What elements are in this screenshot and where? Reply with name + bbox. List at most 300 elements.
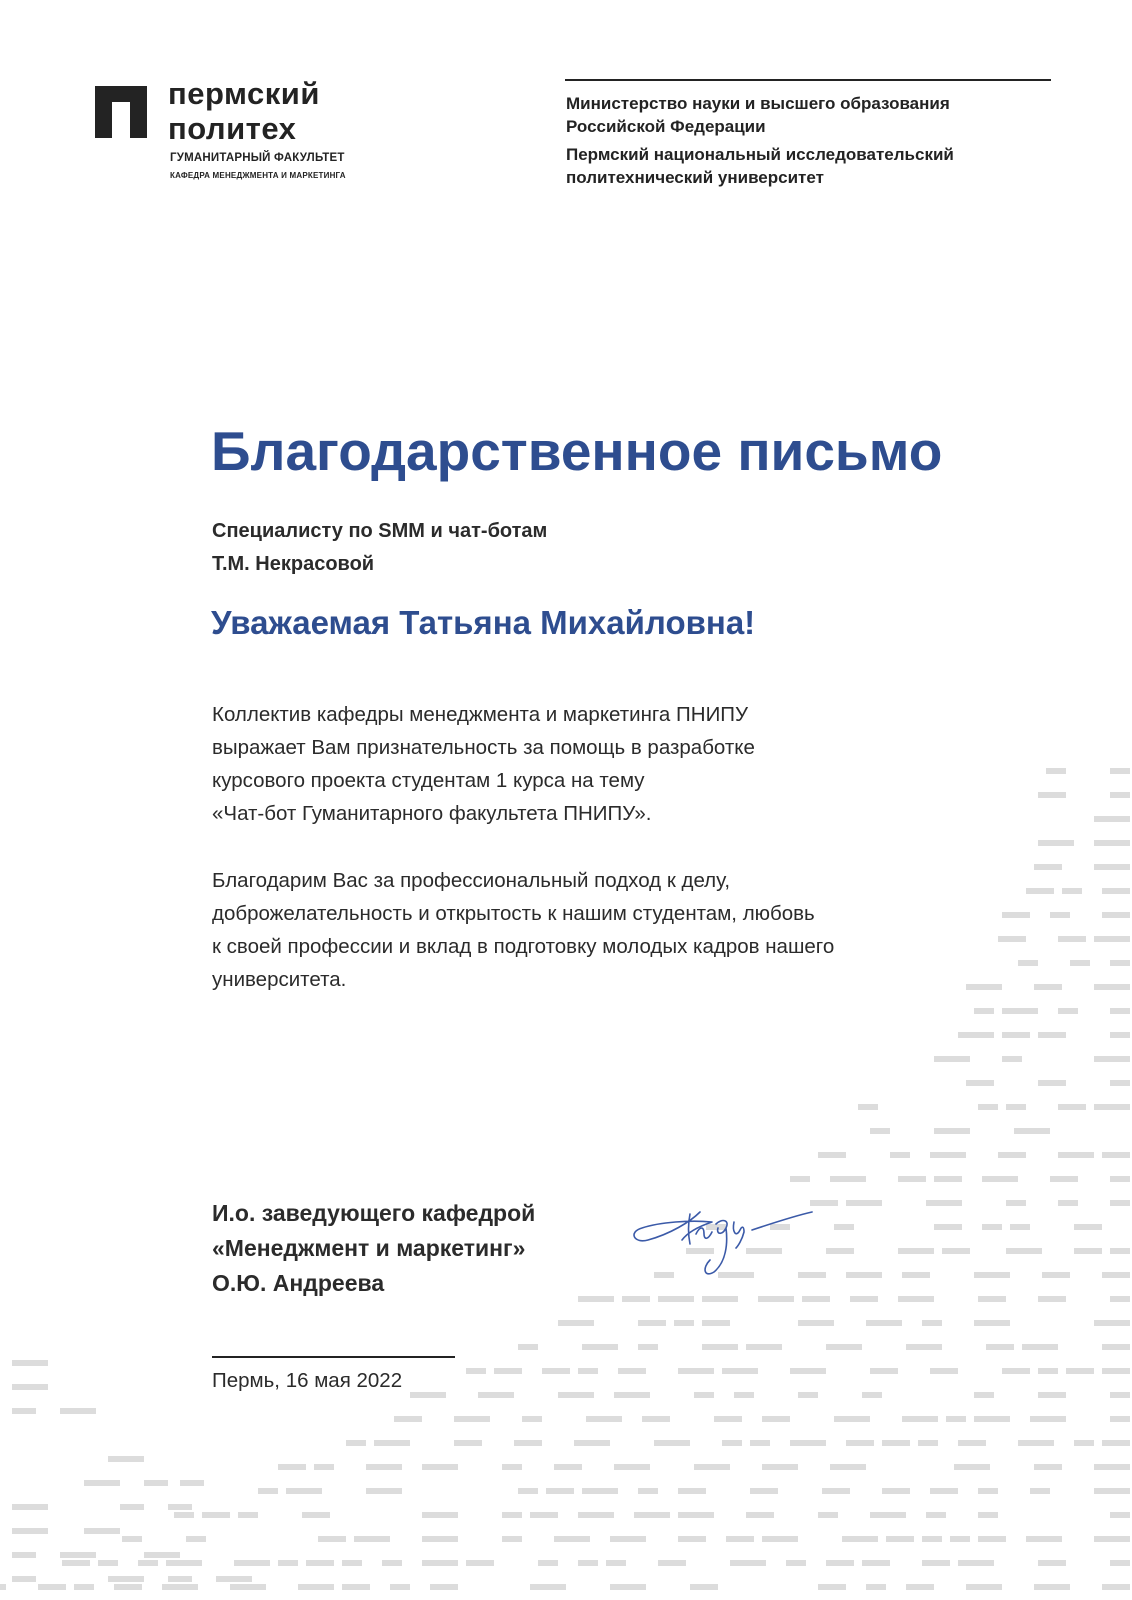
pattern-dash (966, 1584, 1002, 1590)
pattern-dash (614, 1392, 650, 1398)
pattern-dash (746, 1344, 782, 1350)
pattern-dash (798, 1320, 834, 1326)
pattern-dash (1018, 1440, 1054, 1446)
pattern-dash (790, 1440, 826, 1446)
pattern-dash (862, 1392, 882, 1398)
pattern-dash (430, 1584, 458, 1590)
pattern-dash (714, 1416, 742, 1422)
pattern-dash (694, 1464, 730, 1470)
pattern-dash (1030, 1488, 1050, 1494)
paragraph-2 (212, 864, 972, 996)
pattern-dash (1062, 888, 1082, 894)
pattern-dash (722, 1368, 758, 1374)
pattern-dash (862, 1560, 890, 1566)
pattern-dash (998, 936, 1026, 942)
pattern-dash (890, 1152, 910, 1158)
pattern-dash (934, 1176, 962, 1182)
ministry-line2: Российской Федерации (566, 117, 766, 136)
pattern-dash (958, 1440, 986, 1446)
pattern-dash (530, 1584, 566, 1590)
pattern-dash (790, 1368, 826, 1374)
pattern-dash (762, 1416, 790, 1422)
pattern-dash (168, 1504, 192, 1510)
pattern-dash (834, 1416, 870, 1422)
pattern-dash (1094, 1464, 1130, 1470)
pattern-dash (422, 1560, 458, 1566)
pattern-dash (1002, 1368, 1030, 1374)
pattern-dash (1094, 816, 1130, 822)
pattern-dash (898, 1248, 934, 1254)
pattern-dash (1038, 1560, 1066, 1566)
pattern-dash (422, 1536, 458, 1542)
pattern-dash (1038, 792, 1066, 798)
pattern-dash (306, 1560, 334, 1566)
pattern-dash (826, 1560, 854, 1566)
pattern-dash (286, 1488, 322, 1494)
pattern-dash (554, 1464, 582, 1470)
pattern-dash (1038, 1032, 1066, 1038)
pattern-dash (606, 1560, 626, 1566)
pattern-dash (12, 1384, 48, 1390)
pattern-dash (1074, 1248, 1102, 1254)
pattern-dash (366, 1488, 402, 1494)
pattern-dash (494, 1368, 522, 1374)
pattern-dash (690, 1584, 718, 1590)
pattern-dash (1034, 1464, 1062, 1470)
pattern-dash (168, 1576, 192, 1582)
paragraph-line: курсового проекта студентам 1 курса на тему (212, 769, 645, 792)
pattern-dash (1038, 1368, 1058, 1374)
pattern-dash (298, 1584, 334, 1590)
pattern-dash (978, 1104, 998, 1110)
pattern-dash (898, 1296, 934, 1302)
pattern-dash (1110, 1008, 1130, 1014)
pattern-dash (1034, 864, 1062, 870)
pattern-dash (342, 1584, 370, 1590)
pattern-dash (12, 1504, 48, 1510)
university-line2: политехнический университет (566, 168, 824, 187)
pattern-dash (818, 1512, 838, 1518)
pattern-dash (12, 1576, 36, 1582)
pattern-dash (1110, 768, 1130, 774)
pattern-dash (454, 1440, 482, 1446)
pattern-dash (530, 1512, 558, 1518)
pattern-dash (930, 1368, 958, 1374)
pattern-dash (1094, 1536, 1130, 1542)
pattern-dash (1038, 840, 1074, 846)
pattern-dash (1038, 1392, 1066, 1398)
logo-faculty: ГУМАНИТАРНЫЙ ФАКУЛЬТЕТ (170, 152, 345, 164)
logo-mark (95, 86, 147, 138)
pattern-dash (558, 1320, 594, 1326)
pattern-dash (882, 1440, 910, 1446)
pattern-dash (922, 1560, 950, 1566)
pattern-dash (346, 1440, 366, 1446)
pattern-dash (234, 1560, 270, 1566)
pattern-dash (1110, 1392, 1130, 1398)
pattern-dash (678, 1488, 706, 1494)
pattern-dash (922, 1536, 942, 1542)
pattern-dash (1110, 1296, 1130, 1302)
pattern-dash (502, 1536, 522, 1542)
pattern-dash (1046, 768, 1066, 774)
pattern-dash (1050, 1176, 1078, 1182)
pattern-dash (950, 1536, 970, 1542)
salutation: Уважаемая Татьяна Михайловна! (211, 604, 756, 641)
pattern-dash (958, 1032, 994, 1038)
pattern-dash (586, 1416, 622, 1422)
pattern-dash (342, 1560, 362, 1566)
pattern-dash (174, 1512, 194, 1518)
pattern-dash (390, 1584, 410, 1590)
pattern-dash (934, 1056, 970, 1062)
pattern-dash (930, 1488, 958, 1494)
pattern-dash (546, 1488, 574, 1494)
pattern-dash (578, 1296, 614, 1302)
pattern-dash (1018, 960, 1038, 966)
pattern-dash (120, 1504, 144, 1510)
pattern-dash (1094, 864, 1130, 870)
pattern-dash (1006, 1200, 1026, 1206)
pattern-dash (1110, 960, 1130, 966)
pattern-dash (730, 1560, 766, 1566)
pattern-dash (502, 1512, 522, 1518)
pattern-dash (850, 1296, 878, 1302)
pattern-dash (1066, 1368, 1094, 1374)
pattern-dash (542, 1368, 570, 1374)
pattern-dash (870, 1128, 890, 1134)
paragraph-line: Благодарим Вас за профессиональный подход к делу, (212, 869, 731, 892)
pattern-dash (114, 1584, 142, 1590)
pattern-dash (926, 1512, 946, 1518)
pattern-dash (638, 1488, 658, 1494)
pattern-dash (1058, 1152, 1094, 1158)
pattern-dash (974, 1008, 994, 1014)
pattern-dash (762, 1464, 798, 1470)
recipient-name: Т.М. Некрасовой (212, 553, 375, 575)
pattern-dash (726, 1536, 754, 1542)
pattern-dash (518, 1344, 538, 1350)
pattern-dash (1094, 936, 1130, 942)
pattern-dash (1074, 1224, 1102, 1230)
ministry-name (566, 92, 1036, 138)
pattern-dash (946, 1416, 966, 1422)
pattern-dash (882, 1488, 910, 1494)
pattern-dash (558, 1392, 594, 1398)
pattern-dash (746, 1512, 774, 1518)
pattern-dash (982, 1176, 1018, 1182)
pattern-dash (162, 1584, 198, 1590)
pattern-dash (1002, 912, 1030, 918)
pattern-dash (902, 1416, 938, 1422)
pattern-dash (202, 1512, 230, 1518)
pattern-dash (906, 1584, 934, 1590)
pattern-dash (1002, 1008, 1038, 1014)
pattern-dash (678, 1368, 714, 1374)
pattern-dash (258, 1488, 278, 1494)
paragraph-line: выражает Вам признательность за помощь в разработке (212, 736, 755, 759)
pattern-dash (786, 1560, 806, 1566)
pattern-dash (238, 1512, 258, 1518)
pattern-dash (966, 1080, 994, 1086)
pattern-dash (1038, 1296, 1066, 1302)
pattern-dash (638, 1344, 658, 1350)
pattern-dash (108, 1456, 144, 1462)
recipient (212, 515, 547, 581)
pattern-dash (318, 1536, 346, 1542)
pattern-dash (84, 1528, 120, 1534)
pattern-dash (974, 1320, 1010, 1326)
pattern-dash (0, 1584, 6, 1590)
pattern-dash (1058, 936, 1086, 942)
pattern-dash (898, 1176, 926, 1182)
pattern-dash (978, 1512, 998, 1518)
pattern-dash (1038, 1080, 1066, 1086)
pattern-dash (1110, 1248, 1130, 1254)
pattern-dash (986, 1344, 1014, 1350)
pattern-dash (1110, 1512, 1130, 1518)
pattern-dash (762, 1536, 798, 1542)
pattern-dash (674, 1320, 694, 1326)
pattern-dash (1026, 1536, 1062, 1542)
pattern-dash (974, 1272, 1010, 1278)
pattern-dash (1042, 1272, 1070, 1278)
pattern-dash (578, 1512, 614, 1518)
pattern-dash (62, 1560, 90, 1566)
signer-position-line2: «Менеджмент и маркетинг» (212, 1235, 526, 1261)
pattern-dash (842, 1536, 878, 1542)
pattern-dash (722, 1440, 742, 1446)
pattern-dash (138, 1560, 158, 1566)
pattern-dash (678, 1512, 714, 1518)
pattern-dash (926, 1200, 962, 1206)
place-and-date: Пермь, 16 мая 2022 (212, 1369, 403, 1392)
pattern-dash (886, 1536, 914, 1542)
header-divider (565, 79, 1051, 81)
pattern-dash (610, 1536, 646, 1542)
pattern-dash (1074, 1440, 1094, 1446)
paragraph-1 (212, 698, 972, 830)
pattern-dash (654, 1440, 690, 1446)
pattern-dash (870, 1368, 898, 1374)
pattern-dash (618, 1368, 646, 1374)
pattern-dash (216, 1576, 252, 1582)
pattern-dash (1102, 1440, 1130, 1446)
pattern-dash (1010, 1224, 1030, 1230)
paragraph-line: университета. (212, 968, 347, 991)
pattern-dash (466, 1560, 494, 1566)
pattern-dash (1030, 1416, 1066, 1422)
pattern-dash (1002, 1056, 1022, 1062)
pattern-dash (314, 1464, 334, 1470)
pattern-dash (702, 1344, 738, 1350)
pattern-dash (522, 1416, 542, 1422)
signer-position-line1: И.о. заведующего кафедрой (212, 1200, 536, 1226)
pattern-dash (846, 1440, 874, 1446)
signer-name: О.Ю. Андреева (212, 1270, 385, 1296)
pattern-dash (422, 1512, 458, 1518)
pattern-dash (974, 1392, 994, 1398)
pattern-dash (1102, 1152, 1130, 1158)
pattern-dash (1026, 888, 1054, 894)
pattern-dash (982, 1224, 1002, 1230)
pattern-dash (858, 1104, 878, 1110)
pattern-dash (1110, 1032, 1130, 1038)
pattern-dash (1022, 1344, 1058, 1350)
pattern-dash (902, 1272, 930, 1278)
logo-department: КАФЕДРА МЕНЕДЖМЕНТА И МАРКЕТИНГА (170, 171, 346, 180)
pattern-dash (1002, 1032, 1030, 1038)
pattern-dash (750, 1488, 778, 1494)
pattern-dash (12, 1552, 36, 1558)
pattern-dash (942, 1248, 970, 1254)
pattern-dash (1110, 1080, 1130, 1086)
pattern-dash (866, 1320, 902, 1326)
pattern-dash (678, 1536, 706, 1542)
pattern-dash (578, 1560, 598, 1566)
pattern-dash (610, 1584, 646, 1590)
paragraph-line: доброжелательность и открытость к нашим студентам, любовь (212, 902, 815, 925)
pattern-dash (1110, 1416, 1130, 1422)
pattern-dash (1110, 1200, 1130, 1206)
university-name (566, 143, 1036, 189)
pattern-dash (366, 1464, 402, 1470)
pattern-dash (554, 1536, 590, 1542)
pattern-dash (230, 1584, 266, 1590)
pattern-dash (1014, 1128, 1050, 1134)
pattern-dash (1094, 1056, 1130, 1062)
pattern-dash (12, 1528, 48, 1534)
pattern-dash (60, 1552, 96, 1558)
pattern-dash (934, 1224, 962, 1230)
pattern-dash (278, 1560, 298, 1566)
pattern-dash (826, 1344, 862, 1350)
pattern-dash (410, 1392, 446, 1398)
pattern-dash (1102, 1272, 1130, 1278)
pattern-dash (830, 1176, 866, 1182)
recipient-position: Специалисту по SMM и чат-ботам (212, 520, 548, 542)
pattern-dash (790, 1176, 810, 1182)
pattern-dash (1102, 1584, 1130, 1590)
pattern-dash (638, 1320, 666, 1326)
pattern-dash (1094, 1488, 1130, 1494)
pattern-dash (144, 1552, 180, 1558)
pattern-dash (750, 1440, 770, 1446)
pattern-dash (1050, 912, 1070, 918)
pattern-dash (846, 1272, 882, 1278)
pattern-dash (866, 1584, 886, 1590)
pattern-dash (466, 1368, 486, 1374)
pattern-dash (186, 1536, 206, 1542)
pattern-dash (918, 1440, 938, 1446)
pattern-dash (1094, 840, 1130, 846)
pattern-dash (1058, 1200, 1078, 1206)
pattern-dash (830, 1464, 866, 1470)
pattern-dash (38, 1584, 66, 1590)
pattern-dash (634, 1512, 670, 1518)
pattern-dash (1006, 1104, 1026, 1110)
pattern-dash (1034, 1584, 1070, 1590)
pattern-dash (1102, 912, 1130, 918)
pattern-dash (1094, 1320, 1130, 1326)
pattern-dash (694, 1392, 714, 1398)
pattern-dash (478, 1392, 514, 1398)
footer-divider (212, 1356, 455, 1358)
pattern-dash (578, 1368, 598, 1374)
pattern-dash (930, 1152, 966, 1158)
handwritten-signature (630, 1200, 840, 1300)
pattern-dash (354, 1536, 390, 1542)
pattern-dash (180, 1480, 204, 1486)
pattern-dash (1094, 984, 1130, 990)
pattern-dash (822, 1488, 850, 1494)
pattern-dash (514, 1440, 542, 1446)
pattern-dash (1102, 1344, 1130, 1350)
pattern-dash (922, 1320, 942, 1326)
pattern-dash (1094, 1104, 1130, 1110)
pattern-dash (582, 1344, 618, 1350)
pattern-dash (978, 1296, 1006, 1302)
pattern-dash (582, 1488, 618, 1494)
pattern-dash (1034, 984, 1062, 990)
pattern-dash (998, 1152, 1026, 1158)
pattern-dash (84, 1480, 120, 1486)
logo-wordmark (168, 76, 320, 146)
pattern-dash (1110, 1560, 1130, 1566)
logo-name-line1: пермский (168, 76, 320, 111)
pattern-dash (374, 1440, 410, 1446)
pattern-dash (1110, 792, 1130, 798)
pattern-dash (734, 1392, 754, 1398)
pattern-dash (144, 1480, 168, 1486)
pattern-dash (1006, 1248, 1042, 1254)
pattern-dash (394, 1416, 422, 1422)
pattern-dash (122, 1536, 142, 1542)
pattern-dash (642, 1416, 670, 1422)
pattern-dash (60, 1408, 96, 1414)
pattern-dash (502, 1464, 522, 1470)
pattern-dash (1058, 1104, 1086, 1110)
pattern-dash (538, 1560, 558, 1566)
pattern-dash (978, 1536, 1006, 1542)
letter-title: Благодарственное письмо (211, 420, 943, 482)
ministry-line1: Министерство науки и высшего образования (566, 94, 950, 113)
pattern-dash (934, 1128, 970, 1134)
pattern-dash (12, 1408, 36, 1414)
pattern-dash (278, 1464, 306, 1470)
pattern-dash (1070, 960, 1090, 966)
pattern-dash (954, 1464, 990, 1470)
pattern-dash (658, 1560, 686, 1566)
pattern-dash (1110, 1176, 1130, 1182)
pattern-dash (166, 1560, 202, 1566)
pattern-dash (798, 1392, 818, 1398)
pattern-dash (1102, 1368, 1130, 1374)
pattern-dash (1102, 888, 1130, 894)
pattern-dash (818, 1584, 846, 1590)
signer-block (212, 1196, 535, 1301)
pattern-dash (574, 1440, 610, 1446)
paragraph-line: «Чат-бот Гуманитарного факультета ПНИПУ». (212, 802, 652, 825)
pattern-dash (74, 1584, 94, 1590)
pattern-dash (818, 1152, 846, 1158)
pattern-dash (518, 1488, 538, 1494)
pattern-dash (98, 1560, 118, 1566)
pattern-dash (958, 1560, 994, 1566)
university-line1: Пермский национальный исследовательский (566, 145, 954, 164)
pattern-dash (108, 1576, 144, 1582)
pattern-dash (302, 1512, 330, 1518)
